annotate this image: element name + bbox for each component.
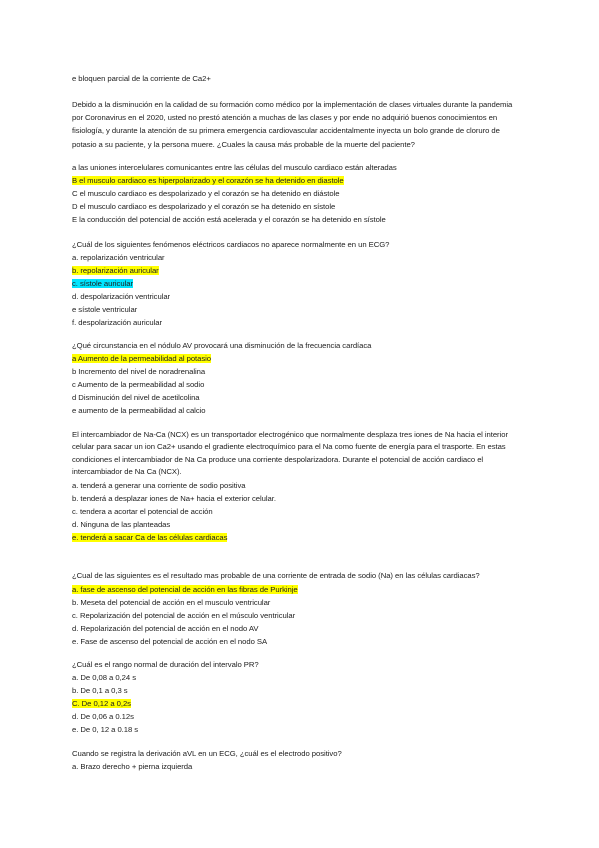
- question-7-text: Cuando se registra la derivación aVL en un ECG, ¿cuál es el electrodo positivo?: [72, 749, 342, 758]
- option-line: d. Ninguna de las planteadas: [72, 520, 171, 529]
- question-4-text: El intercambiador de Na-Ca (NCX) es un transportador electrogénico que normalmente desplaza tres iones de Na hacia el interior celular para sacar un ion Ca2+ usando el gradiente electroquímico para el Na como fuente de energía para el trasporte. En estas condiciones el intercambiador de Na Ca produce una corriente despolarizadora. Durante el potencial de acción cardiaco el intercambiador de Na Ca (NCX).: [72, 430, 508, 477]
- option-line: b Incremento del nivel de noradrenalina: [72, 367, 206, 376]
- option-line: b. Meseta del potencial de acción en el musculo ventricular: [72, 598, 271, 607]
- option-line: d Disminución del nivel de acetilcolina: [72, 393, 200, 402]
- option-line: d. despolarización ventricular: [72, 292, 171, 301]
- option-line: c. tendera a acortar el potencial de acción: [72, 507, 213, 516]
- option-line: a las uniones intercelulares comunicantes entre las células del musculo cardiaco están alteradas: [72, 163, 397, 172]
- option-line: f. despolarización auricular: [72, 318, 163, 327]
- option-line: b. De 0,1 a 0,3 s: [72, 686, 128, 695]
- option-row: [72, 277, 524, 290]
- highlighted-answer: B el musculo cardiaco es hiperpolarizado y el corazón se ha detenido en diastole: [72, 176, 344, 185]
- highlighted-answer: a Aumento de la permeabilidad al potasio: [72, 354, 212, 363]
- question-1-text: Debido a la disminución en la calidad de su formación como médico por la implementación de clases virtuales durante la pandemia por Coronavirus en el 2020, usted no prestó atención a muchas de las clases y por ende no adquirió buenos conocimientos en fisiología, y durante la atención de su primera emergencia cardiovascular accidentalmente inyecta un bolo grande de cloruro de potasio a su paciente, y la persona muere. ¿Cuales la causa más probable de la muerte del paciente?: [72, 100, 513, 149]
- option-line: d. Repolarización del potencial de acción en el nodo AV: [72, 624, 259, 633]
- option-row: [72, 531, 524, 544]
- option-line: c. Repolarización del potencial de acción en el músculo ventricular: [72, 611, 296, 620]
- option-line: e. Fase de ascenso del potencial de acción en el nodo SA: [72, 637, 268, 646]
- option-line: a. De 0,08 a 0,24 s: [72, 673, 137, 682]
- highlighted-answer: a. fase de ascenso del potencial de acción en las fibras de Purkinje: [72, 585, 298, 594]
- option-line: e bloquen parcial de la corriente de Ca2+: [72, 74, 211, 83]
- option-line: e aumento de la permeabilidad al calcio: [72, 406, 206, 415]
- option-line: e sístole ventricular: [72, 305, 138, 314]
- question-2-text: ¿Cuál de los siguientes fenómenos eléctricos cardiacos no aparece normalmente en un ECG?: [72, 240, 390, 249]
- question-6-text: ¿Cuál es el rango normal de duración del intervalo PR?: [72, 660, 259, 669]
- option-row: [72, 583, 524, 596]
- highlighted-answer: b. repolarización auricular: [72, 266, 159, 275]
- option-line: a. repolarización ventricular: [72, 253, 165, 262]
- option-line: D el musculo cardiaco es despolarizado y el corazón se ha detenido en sístole: [72, 202, 336, 211]
- option-line: a. tenderá a generar una corriente de sodio positiva: [72, 481, 246, 490]
- option-line: c Aumento de la permeabilidad al sodio: [72, 380, 205, 389]
- option-line: b. tenderá a desplazar iones de Na+ hacia el exterior celular.: [72, 494, 276, 503]
- option-line: C el musculo cardiaco es despolarizado y el corazón se ha detenido en diástole: [72, 189, 340, 198]
- highlighted-answer-cyan: c. sístole auricular: [72, 279, 133, 288]
- option-line: e. De 0, 12 a 0.18 s: [72, 725, 139, 734]
- option-line: a. Brazo derecho + pierna izquierda: [72, 762, 193, 771]
- option-line: E la conducción del potencial de acción está acelerada y el corazón se ha detenido en sístole: [72, 215, 386, 224]
- question-3-text: ¿Qué circunstancia en el nódulo AV provocará una disminución de la frecuencia cardíaca: [72, 341, 372, 350]
- option-row: [72, 174, 524, 187]
- highlighted-answer: C. De 0,12 a 0,2s: [72, 699, 131, 708]
- option-row: [72, 352, 524, 365]
- option-line: d. De 0,06 a 0.12s: [72, 712, 134, 721]
- option-row: [72, 264, 524, 277]
- question-5-text: ¿Cual de las siguientes es el resultado mas probable de una corriente de entrada de sodio (Na) en las células cardiacas?: [72, 571, 480, 580]
- option-row: [72, 697, 524, 710]
- highlighted-answer: e. tenderá a sacar Ca de las células cardiacas: [72, 533, 228, 542]
